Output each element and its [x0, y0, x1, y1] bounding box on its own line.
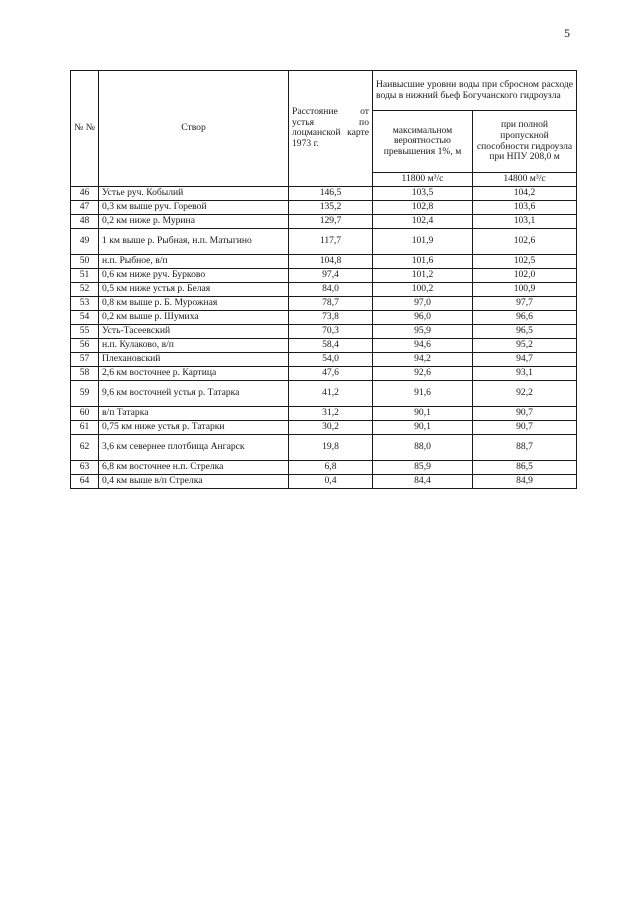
- table-row: [71, 282, 577, 296]
- table-row: [71, 434, 577, 460]
- row-number: 50: [71, 254, 99, 268]
- table-row: [71, 296, 577, 310]
- row-distance: 19,8: [289, 434, 373, 460]
- row-distance: 135,2: [289, 200, 373, 214]
- row-distance: 54,0: [289, 352, 373, 366]
- row-number: 46: [71, 186, 99, 200]
- row-number: 54: [71, 310, 99, 324]
- table-row: [71, 474, 577, 488]
- row-distance: 58,4: [289, 338, 373, 352]
- row-stvor: н.п. Кулаково, в/п: [99, 338, 289, 352]
- page-number: 5: [564, 26, 570, 40]
- row-stvor: 0,2 км ниже р. Мурина: [99, 214, 289, 228]
- row-level-full: 92,2: [473, 380, 577, 406]
- table-header: [71, 71, 577, 187]
- row-distance: 104,8: [289, 254, 373, 268]
- table-row: [71, 420, 577, 434]
- row-level-full: 88,7: [473, 434, 577, 460]
- row-stvor: в/п Татарка: [99, 406, 289, 420]
- row-stvor: 2,6 км восточнее р. Картица: [99, 366, 289, 380]
- row-level-max: 91,6: [373, 380, 473, 406]
- row-stvor: 0,4 км выше в/п Стрелка: [99, 474, 289, 488]
- row-level-full: 103,6: [473, 200, 577, 214]
- table-row: [71, 352, 577, 366]
- row-stvor: 6,8 км восточнее н.п. Стрелка: [99, 460, 289, 474]
- row-stvor: 0,5 км ниже устья р. Белая: [99, 282, 289, 296]
- table-body: [71, 186, 577, 488]
- row-number: 48: [71, 214, 99, 228]
- row-number: 63: [71, 460, 99, 474]
- row-stvor: 0,75 км ниже устья р. Татарки: [99, 420, 289, 434]
- row-distance: 146,5: [289, 186, 373, 200]
- row-number: 53: [71, 296, 99, 310]
- table-row: [71, 268, 577, 282]
- row-level-full: 100,9: [473, 282, 577, 296]
- row-level-max: 95,9: [373, 324, 473, 338]
- row-distance: 97,4: [289, 268, 373, 282]
- row-number: 60: [71, 406, 99, 420]
- row-level-full: 93,1: [473, 366, 577, 380]
- row-stvor: 1 км выше р. Рыбная, н.п. Матыгино: [99, 228, 289, 254]
- row-distance: 73,8: [289, 310, 373, 324]
- row-level-full: 94,7: [473, 352, 577, 366]
- table-row: [71, 310, 577, 324]
- header-water-levels: Наивысшие уровни воды при сбросном расходе воды в нижний бьеф Богучанского гидроузла: [373, 71, 577, 111]
- row-level-max: 88,0: [373, 434, 473, 460]
- row-distance: 47,6: [289, 366, 373, 380]
- row-level-max: 101,9: [373, 228, 473, 254]
- row-level-max: 90,1: [373, 420, 473, 434]
- row-stvor: Плехановский: [99, 352, 289, 366]
- row-stvor: н.п. Рыбное, в/п: [99, 254, 289, 268]
- row-number: 62: [71, 434, 99, 460]
- row-distance: 6,8: [289, 460, 373, 474]
- row-level-full: 96,6: [473, 310, 577, 324]
- row-number: 61: [71, 420, 99, 434]
- table-row: [71, 366, 577, 380]
- row-level-max: 96,0: [373, 310, 473, 324]
- row-stvor: Устье руч. Кобылий: [99, 186, 289, 200]
- row-number: 59: [71, 380, 99, 406]
- row-number: 51: [71, 268, 99, 282]
- row-level-full: 96,5: [473, 324, 577, 338]
- row-level-full: 102,0: [473, 268, 577, 282]
- row-level-full: 97,7: [473, 296, 577, 310]
- row-distance: 0,4: [289, 474, 373, 488]
- row-stvor: Усть-Тасеевский: [99, 324, 289, 338]
- row-level-max: 101,2: [373, 268, 473, 282]
- row-number: 49: [71, 228, 99, 254]
- header-unit-max: 11800 м³/с: [373, 173, 473, 187]
- table-row: [71, 380, 577, 406]
- table-row: [71, 460, 577, 474]
- table-row: [71, 338, 577, 352]
- row-distance: 31,2: [289, 406, 373, 420]
- row-stvor: 0,8 км выше р. Б. Мурожная: [99, 296, 289, 310]
- row-distance: 41,2: [289, 380, 373, 406]
- row-distance: 129,7: [289, 214, 373, 228]
- row-number: 55: [71, 324, 99, 338]
- row-distance: 84,0: [289, 282, 373, 296]
- row-level-max: 103,5: [373, 186, 473, 200]
- header-full-capacity: при полной пропускной способности гидроузла при НПУ 208,0 м: [473, 111, 577, 173]
- row-number: 52: [71, 282, 99, 296]
- table-row: [71, 406, 577, 420]
- header-number: № №: [71, 71, 99, 187]
- row-number: 64: [71, 474, 99, 488]
- header-max-probability: максимальном вероятностью превышения 1%, м: [373, 111, 473, 173]
- row-level-full: 90,7: [473, 420, 577, 434]
- row-level-full: 102,5: [473, 254, 577, 268]
- row-level-full: 104,2: [473, 186, 577, 200]
- header-stvor: Створ: [99, 71, 289, 187]
- row-level-full: 90,7: [473, 406, 577, 420]
- header-distance: Расстояние от устья по лоцманской карте 1973 г.: [289, 71, 373, 187]
- row-distance: 30,2: [289, 420, 373, 434]
- table-row: [71, 214, 577, 228]
- table-row: [71, 324, 577, 338]
- row-level-full: 103,1: [473, 214, 577, 228]
- row-distance: 70,3: [289, 324, 373, 338]
- row-number: 58: [71, 366, 99, 380]
- row-level-max: 100,2: [373, 282, 473, 296]
- row-stvor: 0,6 км ниже руч. Бурково: [99, 268, 289, 282]
- row-level-max: 85,9: [373, 460, 473, 474]
- row-level-full: 102,6: [473, 228, 577, 254]
- row-level-max: 102,4: [373, 214, 473, 228]
- water-levels-table: [70, 70, 577, 489]
- row-number: 47: [71, 200, 99, 214]
- row-level-full: 86,5: [473, 460, 577, 474]
- row-level-max: 90,1: [373, 406, 473, 420]
- row-stvor: 9,6 км восточней устья р. Татарка: [99, 380, 289, 406]
- row-level-max: 84,4: [373, 474, 473, 488]
- row-level-max: 94,6: [373, 338, 473, 352]
- row-level-full: 84,9: [473, 474, 577, 488]
- row-level-max: 92,6: [373, 366, 473, 380]
- table-row: [71, 228, 577, 254]
- row-level-max: 97,0: [373, 296, 473, 310]
- table-row: [71, 186, 577, 200]
- row-level-full: 95,2: [473, 338, 577, 352]
- row-stvor: 0,3 км выше руч. Горевой: [99, 200, 289, 214]
- row-number: 56: [71, 338, 99, 352]
- row-level-max: 101,6: [373, 254, 473, 268]
- header-unit-full: 14800 м³/с: [473, 173, 577, 187]
- row-distance: 117,7: [289, 228, 373, 254]
- row-stvor: 3,6 км севернее плотбища Ангарск: [99, 434, 289, 460]
- table-row: [71, 200, 577, 214]
- row-stvor: 0,2 км выше р. Шумиха: [99, 310, 289, 324]
- table-row: [71, 254, 577, 268]
- row-distance: 78,7: [289, 296, 373, 310]
- row-level-max: 94,2: [373, 352, 473, 366]
- row-level-max: 102,8: [373, 200, 473, 214]
- row-number: 57: [71, 352, 99, 366]
